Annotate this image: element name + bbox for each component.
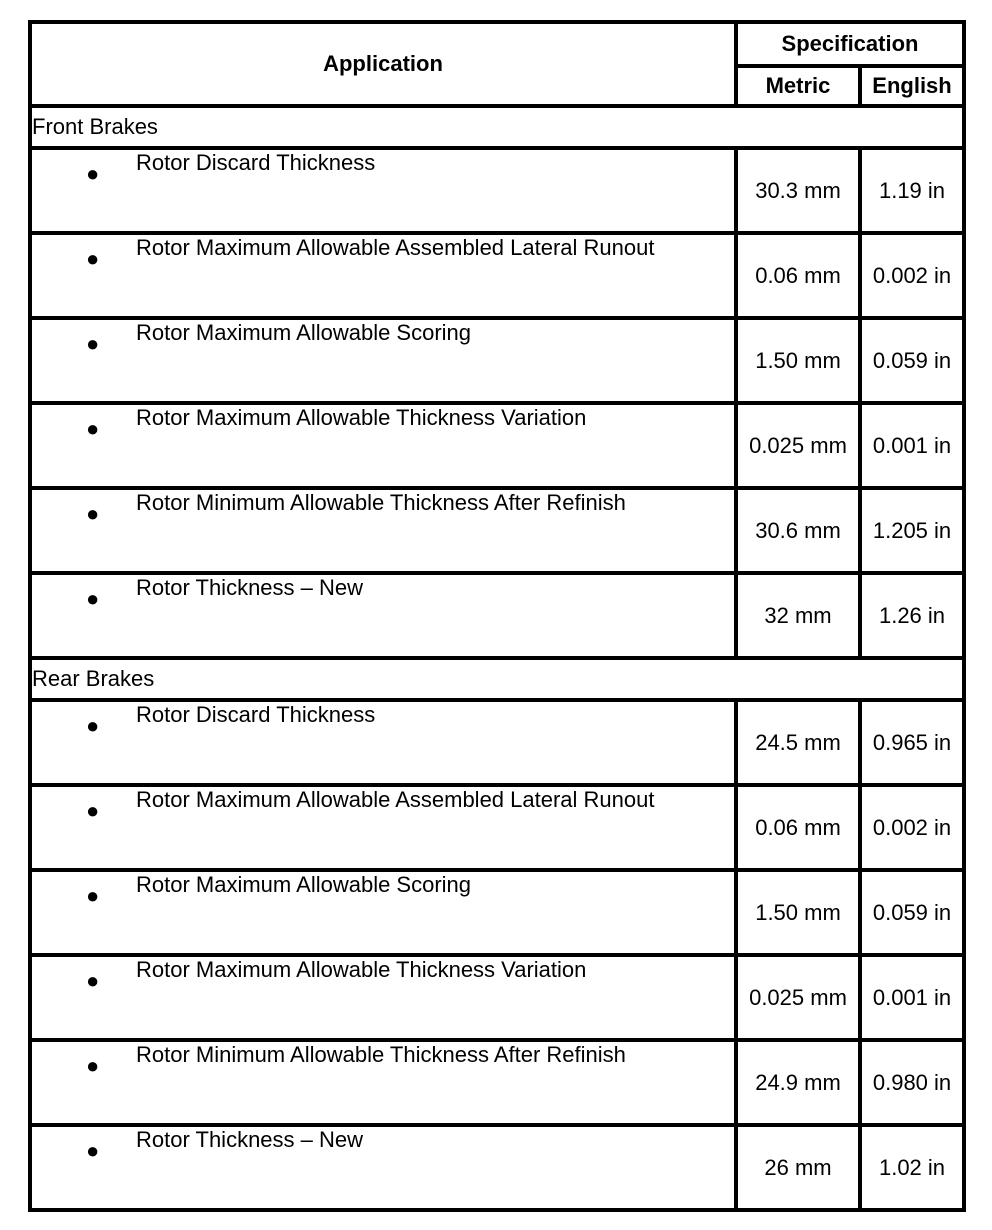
english-value: 1.26 in	[860, 573, 964, 658]
bullet-icon: ●	[86, 246, 100, 271]
section-row-rear-brakes	[30, 658, 964, 700]
english-value: 1.02 in	[860, 1125, 964, 1210]
row-label: Rotor Maximum Allowable Scoring	[136, 320, 472, 345]
bullet-icon: ●	[86, 586, 100, 611]
row-label: Rotor Discard Thickness	[136, 150, 376, 175]
bullet-icon: ●	[86, 1053, 100, 1078]
section-title: Front Brakes	[30, 106, 964, 148]
metric-value: 26 mm	[736, 1125, 860, 1210]
section-row-front-brakes	[30, 106, 964, 148]
row-label: Rotor Maximum Allowable Scoring	[136, 872, 472, 897]
bullet-icon: ●	[86, 161, 100, 186]
table-row	[30, 785, 964, 870]
english-value: 0.059 in	[860, 870, 964, 955]
row-label: Rotor Maximum Allowable Thickness Variation	[136, 405, 587, 430]
table-row	[30, 700, 964, 785]
metric-value: 0.025 mm	[736, 955, 860, 1040]
english-value: 0.980 in	[860, 1040, 964, 1125]
table-row	[30, 403, 964, 488]
table-row	[30, 148, 964, 233]
english-header: English	[860, 66, 964, 106]
english-value: 0.002 in	[860, 785, 964, 870]
english-value: 0.965 in	[860, 700, 964, 785]
bullet-icon: ●	[86, 798, 100, 823]
metric-header: Metric	[736, 66, 860, 106]
english-value: 1.205 in	[860, 488, 964, 573]
english-value: 0.001 in	[860, 403, 964, 488]
bullet-icon: ●	[86, 968, 100, 993]
row-label: Rotor Discard Thickness	[136, 702, 376, 727]
english-value: 0.059 in	[860, 318, 964, 403]
bullet-icon: ●	[86, 331, 100, 356]
row-label: Rotor Thickness – New	[136, 1127, 364, 1152]
brake-specifications-table	[28, 20, 966, 1212]
metric-value: 0.025 mm	[736, 403, 860, 488]
table-row	[30, 233, 964, 318]
metric-value: 24.5 mm	[736, 700, 860, 785]
table-row	[30, 1040, 964, 1125]
bullet-icon: ●	[86, 1138, 100, 1163]
header-row-top	[30, 22, 964, 66]
row-label: Rotor Maximum Allowable Assembled Lateral Runout	[136, 235, 655, 260]
metric-value: 0.06 mm	[736, 785, 860, 870]
metric-value: 1.50 mm	[736, 870, 860, 955]
table-row	[30, 573, 964, 658]
bullet-icon: ●	[86, 713, 100, 738]
specification-header: Specification	[736, 22, 964, 66]
section-title: Rear Brakes	[30, 658, 964, 700]
english-value: 0.002 in	[860, 233, 964, 318]
bullet-icon: ●	[86, 416, 100, 441]
table-row	[30, 955, 964, 1040]
row-label: Rotor Minimum Allowable Thickness After Refinish	[136, 1042, 626, 1067]
row-label: Rotor Minimum Allowable Thickness After Refinish	[136, 490, 626, 515]
english-value: 1.19 in	[860, 148, 964, 233]
row-label: Rotor Thickness – New	[136, 575, 364, 600]
row-label: Rotor Maximum Allowable Thickness Variation	[136, 957, 587, 982]
application-header: Application	[30, 22, 736, 106]
table-row	[30, 1125, 964, 1210]
table-row	[30, 870, 964, 955]
metric-value: 0.06 mm	[736, 233, 860, 318]
metric-value: 30.3 mm	[736, 148, 860, 233]
english-value: 0.001 in	[860, 955, 964, 1040]
bullet-icon: ●	[86, 501, 100, 526]
metric-value: 24.9 mm	[736, 1040, 860, 1125]
metric-value: 30.6 mm	[736, 488, 860, 573]
table-row	[30, 488, 964, 573]
metric-value: 1.50 mm	[736, 318, 860, 403]
row-label: Rotor Maximum Allowable Assembled Lateral Runout	[136, 787, 655, 812]
table-row	[30, 318, 964, 403]
metric-value: 32 mm	[736, 573, 860, 658]
bullet-icon: ●	[86, 883, 100, 908]
